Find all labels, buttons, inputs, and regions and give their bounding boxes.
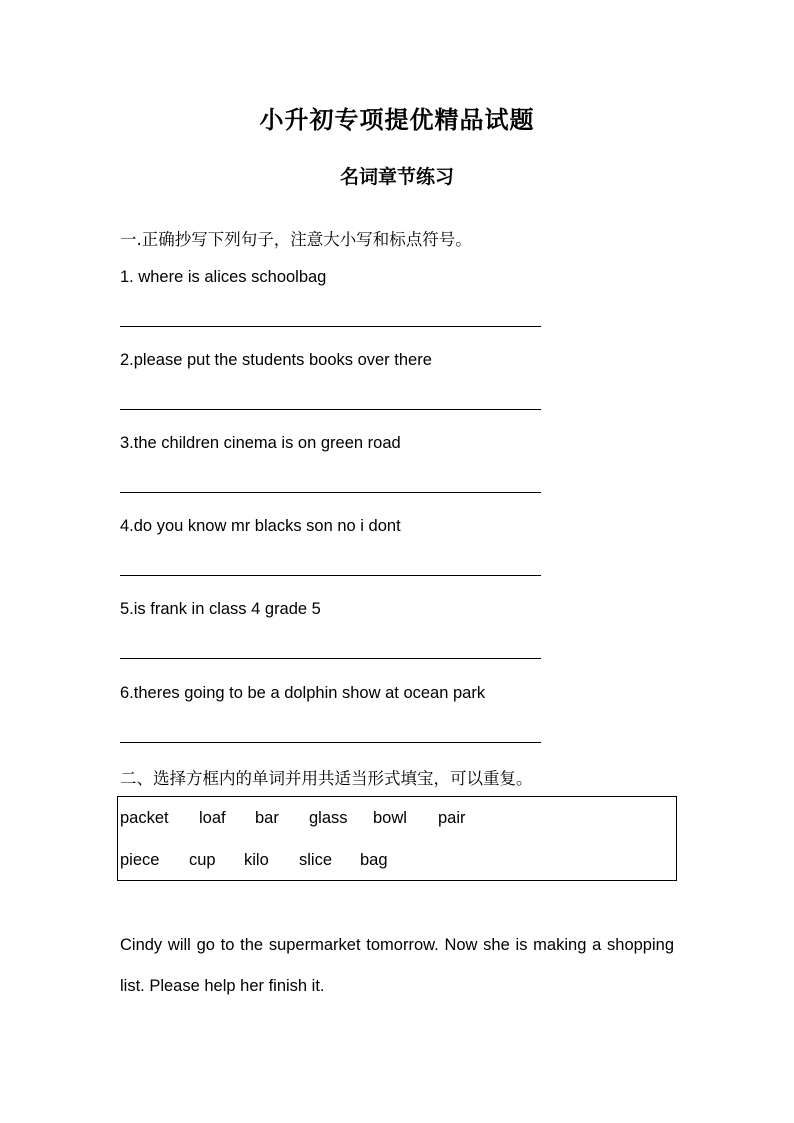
page-title: 小升初专项提优精品试题 [259,106,535,134]
page-subtitle: 名词章节练习 [339,166,454,188]
section1-heading: 一.正确抄写下列句子，注意大小写和标点符号。 [120,230,472,249]
sentence-item-2: 2.please put the students books over there [120,351,432,369]
word-bank-item: bag [360,851,388,869]
instruction-paragraph: Cindy will go to the supermarket tomorrow. Now she is making a shopping list. Please help her finish it. [120,936,674,995]
answer-line-3[interactable] [120,492,541,493]
answer-line-6[interactable] [120,742,541,743]
word-bank-item: bowl [373,809,407,827]
word-bank-item: loaf [199,809,226,827]
sentence-item-1: 1. where is alices schoolbag [120,268,327,286]
answer-line-4[interactable] [120,575,541,576]
word-bank-item: piece [120,851,160,869]
word-bank-item: slice [299,851,333,869]
sentence-item-5: 5.is frank in class 4 grade 5 [120,600,321,618]
answer-line-1[interactable] [120,326,541,327]
word-bank-item: kilo [244,851,269,869]
sentence-item-6: 6.theres going to be a dolphin show at ocean park [120,684,486,702]
sentence-item-3: 3.the children cinema is on green road [120,434,401,452]
answer-line-5[interactable] [120,658,541,659]
answer-line-2[interactable] [120,409,541,410]
word-bank-item: packet [120,809,169,827]
word-bank-item: glass [309,809,348,827]
word-bank-item: pair [438,809,466,827]
word-bank-item: bar [255,809,279,827]
word-bank-item: cup [189,851,216,869]
section2-heading: 二、选择方框内的单词并用共适当形式填宝，可以重复。 [120,769,533,788]
sentence-item-4: 4.do you know mr blacks son no i dont [120,517,401,535]
word-bank-box [117,796,677,881]
